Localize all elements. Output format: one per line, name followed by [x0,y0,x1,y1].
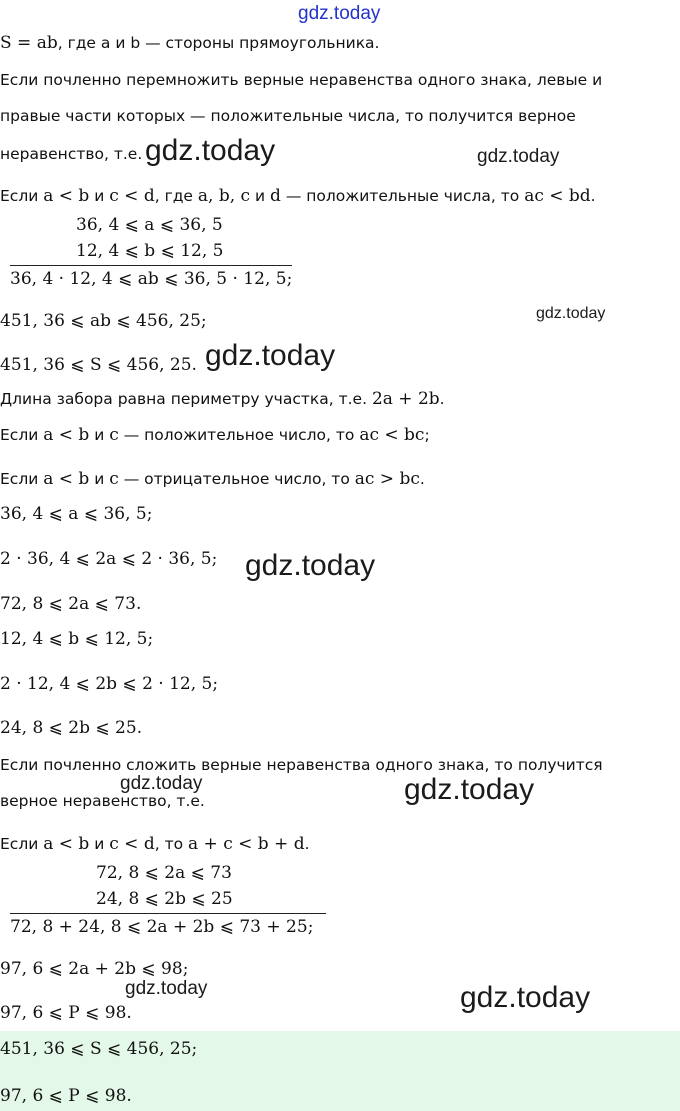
rule-text: и [89,470,110,488]
answer-perimeter: 97, 6 ⩽ P ⩽ 98. [0,1086,132,1106]
watermark: gdz.today [125,978,208,999]
rule-text: , где [154,187,198,205]
rule-text: Если [0,426,44,444]
rule-text: Если [0,470,44,488]
watermark-top: gdz.today [298,3,381,24]
watermark: gdz.today [536,305,606,322]
fence-end: . [439,390,445,408]
answer-area: 451, 36 ⩽ S ⩽ 456, 25; [0,1039,198,1059]
product-row-2: 12, 4 ⩽ b ⩽ 12, 5 [76,241,224,261]
rule-math: a, b, c [197,186,251,206]
rule-math: c [109,425,119,445]
rule-text: Если [0,187,44,205]
rule-math: ac < bc [359,425,425,445]
sum-row-2: 24, 8 ⩽ 2b ⩽ 25 [96,889,233,909]
addition-rule [0,834,310,854]
rule-math: ac < bd [524,186,591,206]
rule-text: и [250,187,270,205]
sum-end: ; [307,917,314,937]
paragraph-line: правые части которых — положительные числа, то получится верное [0,107,576,125]
sum-result: 72, 8 + 24, 8 ⩽ 2a + 2b ⩽ 73 + 25 [10,917,308,937]
step-line: 2 · 12, 4 ⩽ 2b ⩽ 2 · 12, 5; [0,674,219,694]
rule-text: . [590,187,596,205]
rule-math: a < b [43,834,90,854]
perimeter-step-2: 97, 6 ⩽ P ⩽ 98. [0,1003,132,1023]
watermark: gdz.today [145,134,276,167]
fence-text: Длина забора равна периметру участка, т.е. [0,390,372,408]
fraction-rule [10,265,292,266]
fence-line [0,389,445,409]
product-result: 36, 4 · 12, 4 ⩽ ab ⩽ 36, 5 · 12, 5 [10,269,287,289]
rule-math: a < b [43,425,90,445]
product-row-3 [10,268,292,290]
area-step-1: 451, 36 ⩽ ab ⩽ 456, 25; [0,311,207,331]
paragraph-line: верное неравенство, т.е. [0,792,205,810]
product-end: ; [286,269,293,289]
paragraph-line: неравенство, т.е. [0,145,143,163]
area-formula-line [0,33,379,53]
fraction-rule [10,913,326,914]
perimeter-step-1: 97, 6 ⩽ 2a + 2b ⩽ 98; [0,959,189,979]
step-line: 36, 4 ⩽ a ⩽ 36, 5; [0,504,153,524]
rule-math: c < d [109,186,155,206]
product-row-1: 36, 4 ⩽ a ⩽ 36, 5 [76,215,223,235]
rule-math: a < b [43,469,90,489]
step-line: 12, 4 ⩽ b ⩽ 12, 5; [0,629,154,649]
rule-text: — отрицательное число, то [118,470,355,488]
rule-text: и [89,187,110,205]
rule-text: . [304,835,310,853]
step-line: 2 · 36, 4 ⩽ 2a ⩽ 2 · 36, 5; [0,549,218,569]
area-formula-text: , где a и b — стороны прямоугольника. [57,34,380,52]
sum-row-3 [10,916,313,938]
step-line: 72, 8 ⩽ 2a ⩽ 73. [0,594,142,614]
rule-text: и [89,426,110,444]
step-line: 24, 8 ⩽ 2b ⩽ 25. [0,718,143,738]
rule-text: — положительное число, то [118,426,360,444]
watermark: gdz.today [477,146,560,167]
watermark: gdz.today [205,339,336,372]
rule-math: c [109,469,119,489]
fence-math: 2a + 2b [371,389,440,409]
rule-math: a + c < b + d [188,834,305,854]
watermark: gdz.today [404,773,535,806]
area-formula: S = ab [0,33,58,53]
rule-negative [0,469,425,489]
rule-text: , то [154,835,189,853]
rule-text: . [419,470,425,488]
paragraph-line: Если почленно перемножить верные неравенства одного знака, левые и [0,71,603,89]
paragraph-line: Если почленно сложить верные неравенства одного знака, то получится [0,756,603,774]
rule-math: d [270,186,281,206]
area-step-2: 451, 36 ⩽ S ⩽ 456, 25. [0,355,197,375]
rule-positive [0,425,430,445]
rule-text: ; [424,426,430,444]
rule-math: ac > bc [354,469,420,489]
watermark: gdz.today [245,549,376,582]
multiplication-rule [0,186,596,206]
rule-text: и [89,835,110,853]
watermark: gdz.today [120,773,203,794]
sum-row-1: 72, 8 ⩽ 2a ⩽ 73 [96,863,232,883]
rule-text: — положительные числа, то [280,187,525,205]
rule-text: Если [0,835,44,853]
rule-math: c < d [109,834,155,854]
rule-math: a < b [43,186,90,206]
watermark: gdz.today [460,981,591,1014]
